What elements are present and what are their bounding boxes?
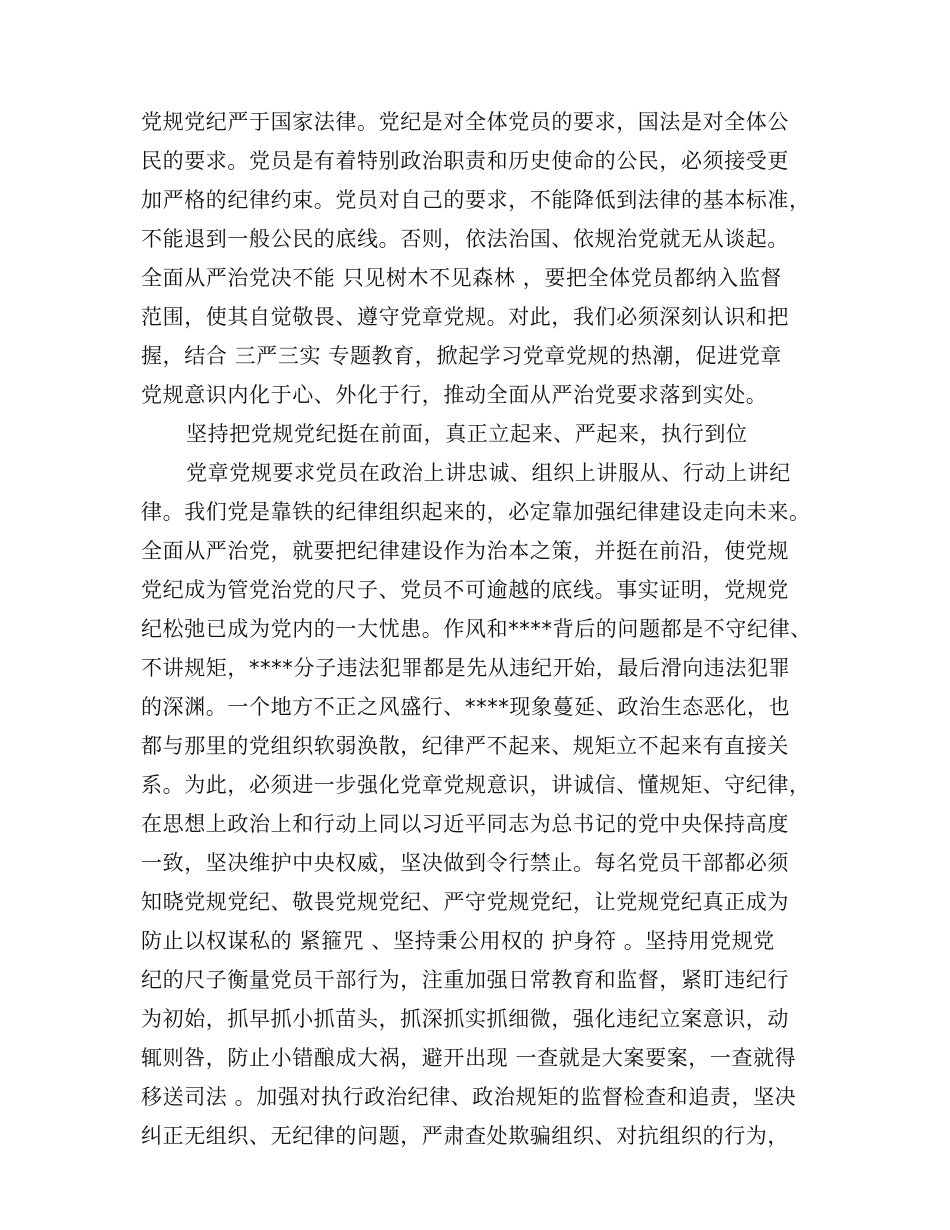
text-line: 纪的尺子衡量党员干部行为，注重加强日常教育和监督，紧盯违纪行 (141, 968, 789, 992)
text-line: 党规意识内化于心、外化于行，推动全面从严治党要求落到实处。 (141, 383, 768, 407)
text-line: 范围，使其自觉敬畏、遵守党章党规。对此，我们必须深刻认识和把 (141, 305, 789, 329)
text-line: 不讲规矩，****分子违法犯罪都是先从违纪开始，最后滑向违法犯罪 (141, 656, 791, 680)
text-line: 防止以权谋私的 紧箍咒 、坚持秉公用权的 护身符 。坚持用党规党 (141, 929, 775, 953)
text-line: 移送司法 。加强对执行政治纪律、政治规矩的监督检查和追责，坚决 (141, 1085, 797, 1109)
text-line: 纪松弛已成为党内的一大忧患。作风和****背后的问题都是不守纪律、 (141, 617, 812, 641)
text-line: 一致，坚决维护中央权威，坚决做到令行禁止。每名党员干部都必须 (141, 851, 789, 875)
text-line: 握，结合 三严三实 专题教育，掀起学习党章党规的热潮，促进党章 (141, 344, 782, 368)
text-line: 辄则咎，防止小错酿成大祸，避开出现 一查就是大案要案，一查就得 (141, 1046, 797, 1070)
text-line: 系。为此，必须进一步强化党章党规意识，讲诚信、懂规矩、守纪律， (141, 773, 811, 797)
section-heading: 坚持把党规党纪挺在前面，真正立起来、严起来，执行到位 (186, 422, 748, 446)
text-line: 党纪成为管党治党的尺子、党员不可逾越的底线。事实证明，党规党 (141, 578, 789, 602)
text-line: 全面从严治党，就要把纪律建设作为治本之策，并挺在前沿，使党规 (141, 539, 789, 563)
text-line: 党章党规要求党员在政治上讲忠诚、组织上讲服从、行动上讲纪 (186, 461, 791, 485)
text-line: 加严格的纪律约束。党员对自己的要求，不能降低到法律的基本标准， (141, 188, 811, 212)
document-body (0, 103, 950, 1156)
text-line: 知晓党规党纪、敬畏党规党纪、严守党规党纪，让党规党纪真正成为 (141, 890, 789, 914)
text-line: 民的要求。党员是有着特别政治职责和历史使命的公民，必须接受更 (141, 149, 789, 173)
text-line: 全面从严治党决不能 只见树木不见森林 ，要把全体党员都纳入监督 (141, 266, 782, 290)
text-line: 都与那里的党组织软弱涣散，纪律严不起来、规矩立不起来有直接关 (141, 734, 789, 758)
text-line: 律。我们党是靠铁的纪律组织起来的，必定靠加强纪律建设走向未来。 (141, 500, 811, 524)
text-line: 在思想上政治上和行动上同以习近平同志为总书记的党中央保持高度 (141, 812, 789, 836)
text-line: 为初始，抓早抓小抓苗头，抓深抓实抓细微，强化违纪立案意识，动 (141, 1007, 789, 1031)
text-line: 不能退到一般公民的底线。否则，依法治国、依规治党就无从谈起。 (141, 227, 789, 251)
text-line: 党规党纪严于国家法律。党纪是对全体党员的要求，国法是对全体公 (141, 110, 789, 134)
text-line: 纠正无组织、无纪律的问题，严肃查处欺骗组织、对抗组织的行为， (141, 1124, 789, 1148)
text-line: 的深渊。一个地方不正之风盛行、****现象蔓延、政治生态恶化，也 (141, 695, 791, 719)
